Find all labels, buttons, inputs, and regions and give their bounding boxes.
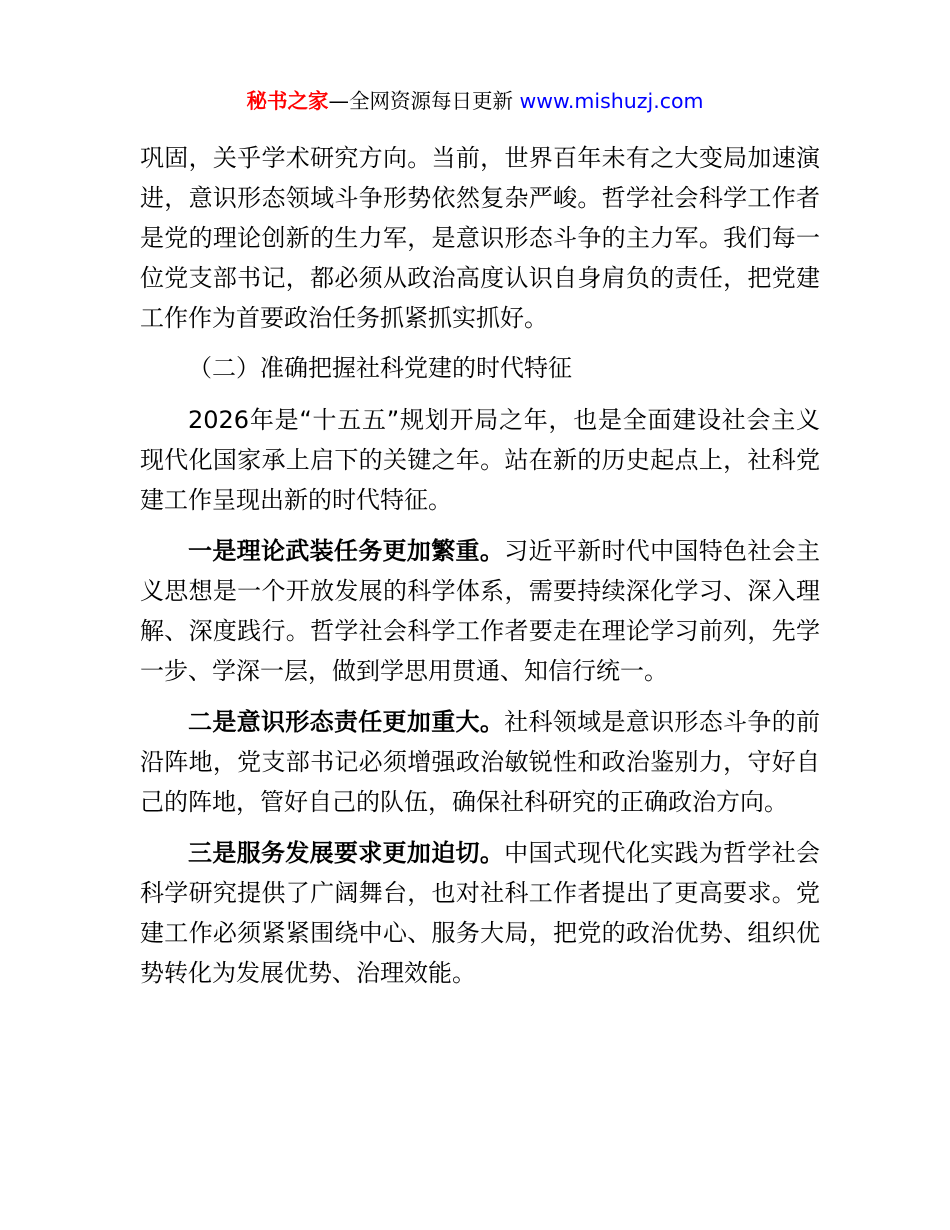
brand-name: 秘书之家 [246,89,329,113]
header-url-link[interactable]: www.mishuzj.com [519,89,704,113]
point-1-lead: 一是理论武装任务更加繁重。 [188,537,505,565]
document-body [140,138,820,1004]
page-header [0,86,950,116]
intro-paragraph: 2026年是“十五五”规划开局之年，也是全面建设社会主义现代化国家承上启下的关键之年。站在新的历史起点上，社科党建工作呈现出新的时代特征。 [140,406,820,514]
point-paragraph-2 [140,702,820,822]
section-heading: （二）准确把握社科党建的时代特征 [188,354,572,382]
point-3-lead: 三是服务发展要求更加迫切。 [188,839,505,867]
point-2-lead: 二是意识形态责任更加重大。 [188,708,505,736]
point-3-body: 中国式现代化实践为哲学社会科学研究提供了广阔舞台，也对社科工作者提出了更高要求。党建工作必须紧紧围绕中心、服务大局，把党的政治优势、组织优势转化为发展优势、治理效能。 [140,839,821,987]
paragraph-continuation: 巩固，关乎学术研究方向。当前，世界百年未有之大变局加速演进，意识形态领域斗争形势依然复杂严峻。哲学社会科学工作者是党的理论创新的生力军，是意识形态斗争的主力军。我们每一位党支部书记，都必须从政治高度认识自身肩负的责任，把党建工作作为首要政治任务抓紧抓实抓好。 [140,144,820,332]
point-2-body: 社科领域是意识形态斗争的前沿阵地，党支部书记必须增强政治敏锐性和政治鉴别力，守好自己的阵地，管好自己的队伍，确保社科研究的正确政治方向。 [140,708,821,816]
point-1-body: 习近平新时代中国特色社会主义思想是一个开放发展的科学体系，需要持续深化学习、深入理解、深度践行。哲学社会科学工作者要走在理论学习前列，先学一步、学深一层，做到学思用贯通、知信行统一。 [140,537,821,685]
point-paragraph-3 [140,833,820,993]
point-paragraph-1 [140,531,820,691]
header-tagline: —全网资源每日更新 [328,89,520,113]
